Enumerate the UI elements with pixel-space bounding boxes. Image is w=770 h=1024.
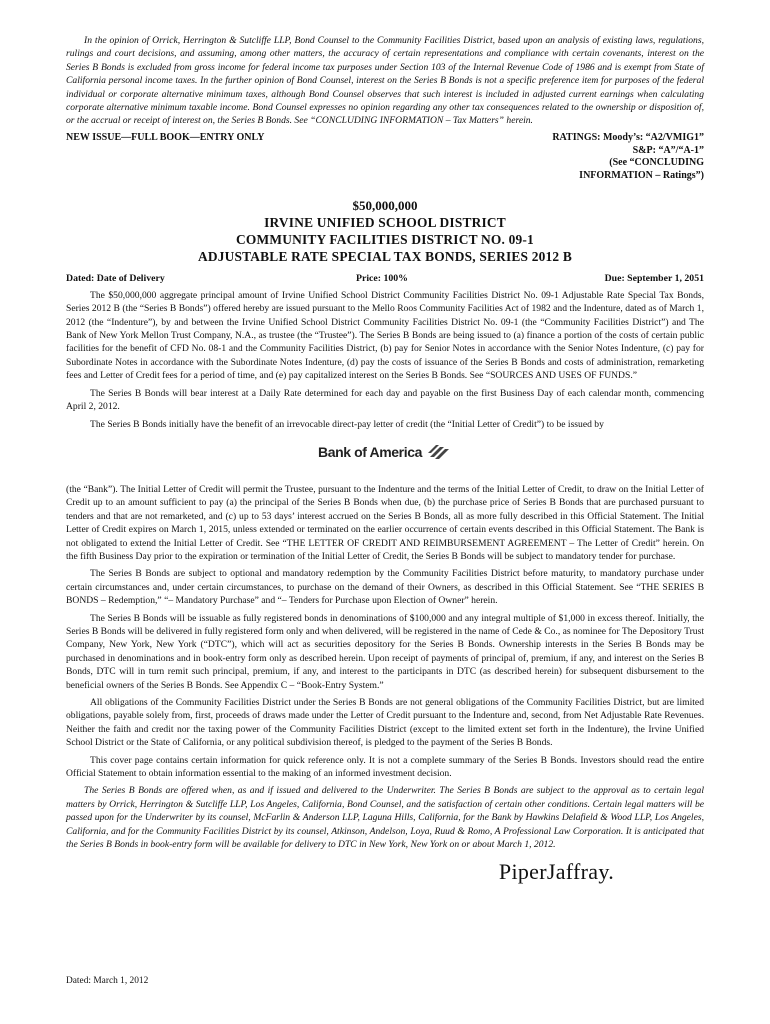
body-paragraph: (the “Bank”). The Initial Letter of Credit will permit the Trustee, pursuant to the Indenture and the terms of the Initial Letter of Credit, to draw on the Initial Letter of Credit up to an amount sufficient to pay (a) the principal of the Series B Bonds when due, (b) the purchase price of Series B Bonds that are purchased pursuant to tenders and that are not remarketed, and (c) up to 53 days’ interest accrued on the Series B Bonds, all as more fully described in this Official Statement. The Initial Letter of Credit expires on March 1, 2015, unless extended or terminated on the earlier occurrence of certain events described in this Official Statement. The Bank is not obligated to extend the Initial Letter of Credit. See “THE LETTER OF CREDIT AND REIMBURSEMENT AGREEMENT – The Letter of Credit” herein. On the fifth Business Day prior to the expiration or termination of the Initial Letter of Credit, the Series B Bonds will be subject to mandatory tender for purchase. xyxy=(66,483,704,562)
body-paragraph: All obligations of the Community Facilities District under the Series B Bonds are not general obligations of the Community Facilities District, but are limited obligations, payable solely from, first, proceeds of draws made under the Letter of Credit pursuant to the Indenture and, second, from Net Adjustable Rate Revenues. Neither the faith and credit nor the taxing power of the Community Facilities District (except to the limited extent set forth in the Indenture), the Irvine Unified School District or the State of California, or any political subdivision thereof, is pledged to the payment of the Series B Bonds. xyxy=(66,697,704,749)
due-label: Due: September 1, 2051 xyxy=(604,272,704,284)
bank-flag-icon xyxy=(426,443,452,461)
issue-ratings-row xyxy=(66,132,704,192)
body-paragraph: The Series B Bonds are subject to optional and mandatory redemption by the Community Facilities District before maturity, to mandatory purchase under certain circumstances and, under certain circumstances, to purchase on the demand of their Owners, as described in this Official Statement. See “THE SERIES B BONDS – Redemption,” “– Mandatory Purchase” and “– Tenders for Purchase upon Election of Owner” herein. xyxy=(66,568,704,607)
rating-line: INFORMATION – Ratings”) xyxy=(579,170,704,182)
rating-line: (See “CONCLUDING xyxy=(609,157,704,169)
dated-price-due-row xyxy=(66,273,704,289)
body-paragraph: The Series B Bonds initially have the benefit of an irrevocable direct-pay letter of credit (the “Initial Letter of Credit”) to be issued by xyxy=(90,418,604,430)
closing-italic-paragraph xyxy=(66,784,704,851)
bank-logo xyxy=(66,443,704,463)
tax-opinion-paragraph xyxy=(66,34,704,128)
underwriter-logo xyxy=(66,859,704,885)
cover-page xyxy=(66,34,704,885)
rating-line: S&P: “A”/“A-1” xyxy=(632,144,704,156)
underwriter-logo-text: PiperJaffray. xyxy=(498,859,614,885)
bank-logo-text: Bank of America xyxy=(318,443,422,460)
footer-dated: Dated: March 1, 2012 xyxy=(66,976,149,986)
closing-italic-text: The Series B Bonds are offered when, as and if issued and delivered to the Underwriter. The Series B Bonds are subject to the approval as to certain legal matters by Orrick, Herrington & Sutcliffe LLP, Los Angeles, California, Bond Counsel, and the satisfaction of certain other conditions. Certain legal matters will be passed upon for the Underwriter by its counsel, McFarlin & Anderson LLP, Laguna Hills, California, for the Bank by Hawkins Delafield & Wood LLP, Los Angeles, California, and for the Community Facilities District by its counsel, Atkinson, Andelson, Loya, Ruud & Romo, A Professional Law Corporation. It is anticipated that the Series B Bonds in book-entry form will be available for delivery to DTC in New York, New York on or about March 1, 2012. xyxy=(66,785,704,851)
title-line: ADJUSTABLE RATE SPECIAL TAX BONDS, SERIES 2012 B xyxy=(198,248,572,264)
rating-line: RATINGS: Moody’s: “A2/VMIG1” xyxy=(552,131,704,143)
issue-label: NEW ISSUE—FULL BOOK—ENTRY ONLY xyxy=(66,131,265,143)
principal-amount: $50,000,000 xyxy=(352,197,418,213)
body-paragraph: The Series B Bonds will be issuable as fully registered bonds in denominations of $100,000 and any integral multiple of $1,000 in excess thereof. Initially, the Series B Bonds will be delivered in fully registered form only and when delivered, will be registered in the name of Cede & Co., as nominee for The Depository Trust Company, New York, New York (“DTC”), which will act as securities depository for the Series B Bonds. Ownership interests in the Series B Bonds may be purchased in denominations and in book-entry form only as described herein. Upon receipt of payments of principal of, premium, if any, and interest on the Series B Bonds, DTC will in turn remit such principal, premium, if any, and interest to the participants in DTC (as described herein) for subsequent disbursement to the beneficial owners of the Series B Bonds. See Appendix C – “Book-Entry System.” xyxy=(66,612,704,691)
title-line: IRVINE UNIFIED SCHOOL DISTRICT xyxy=(264,214,506,230)
title-line: COMMUNITY FACILITIES DISTRICT NO. 09-1 xyxy=(236,231,534,247)
body-paragraph: The $50,000,000 aggregate principal amount of Irvine Unified School District Community Facilities District No. 09-1 Adjustable Rate Special Tax Bonds, Series 2012 B (the “Series B Bonds”) offered hereby are issued pursuant to the Mello Roos Community Facilities Act of 1982 and the Indenture, dated as of March 1, 2012 (the “Indenture”), by and between the Irvine Unified School District Community Facilities District No. 09-1 (the “Community Facilities District”) and The Bank of New York Mellon Trust Company, N.A., as trustee (the “Trustee”). The Series B Bonds are being issued to (a) finance a portion of the costs of certain public facilities for the benefit of CFD No. 08-1 and the Community Facilities District, (b) pay for Senior Notes in accordance with the Senior Notes Indenture, (c) pay for Subordinate Notes in accordance with the Subordinate Notes Indenture, (d) pay the costs of issuance of the Series B Bonds and costs of administration, remarketing fees and Letter of Credit fees for a period of time, and (e) pay capitalized interest on the Series B Bonds. See “SOURCES AND USES OF FUNDS.” xyxy=(66,289,704,382)
dated-label: Dated: Date of Delivery xyxy=(66,272,165,284)
price-label: Price: 100% xyxy=(356,272,408,284)
bond-title-block xyxy=(66,198,704,265)
ratings-block xyxy=(552,132,704,183)
tax-opinion-text: In the opinion of Orrick, Herrington & Sutcliffe LLP, Bond Counsel to the Community Facilities District, based upon an analysis of existing laws, regulations, rulings and court decisions, and assuming, among other matters, the accuracy of certain representations and compliance with certain covenants, interest on the Series B Bonds is excluded from gross income for federal income tax purposes under Section 103 of the Internal Revenue Code of 1986 and is exempt from State of California personal income taxes. In the further opinion of Bond Counsel, interest on the Series B Bonds is not a specific preference item for purposes of the federal individual or corporate alternative minimum taxes, although Bond Counsel observes that such interest is included in adjusted current earnings when calculating corporate alternative minimum taxable income. Bond Counsel expresses no opinion regarding any other tax consequences related to the ownership or disposition of, or the accrual or receipt of interest on, the Series B Bonds. See “CONCLUDING INFORMATION – Tax Matters” herein. xyxy=(66,35,704,127)
body-paragraph: This cover page contains certain information for quick reference only. It is not a complete summary of the Series B Bonds. Investors should read the entire Official Statement to obtain information essential to the making of an informed investment decision. xyxy=(66,754,704,780)
body-paragraph: The Series B Bonds will bear interest at a Daily Rate determined for each day and payable on the first Business Day of each calendar month, commencing April 2, 2012. xyxy=(66,387,704,413)
